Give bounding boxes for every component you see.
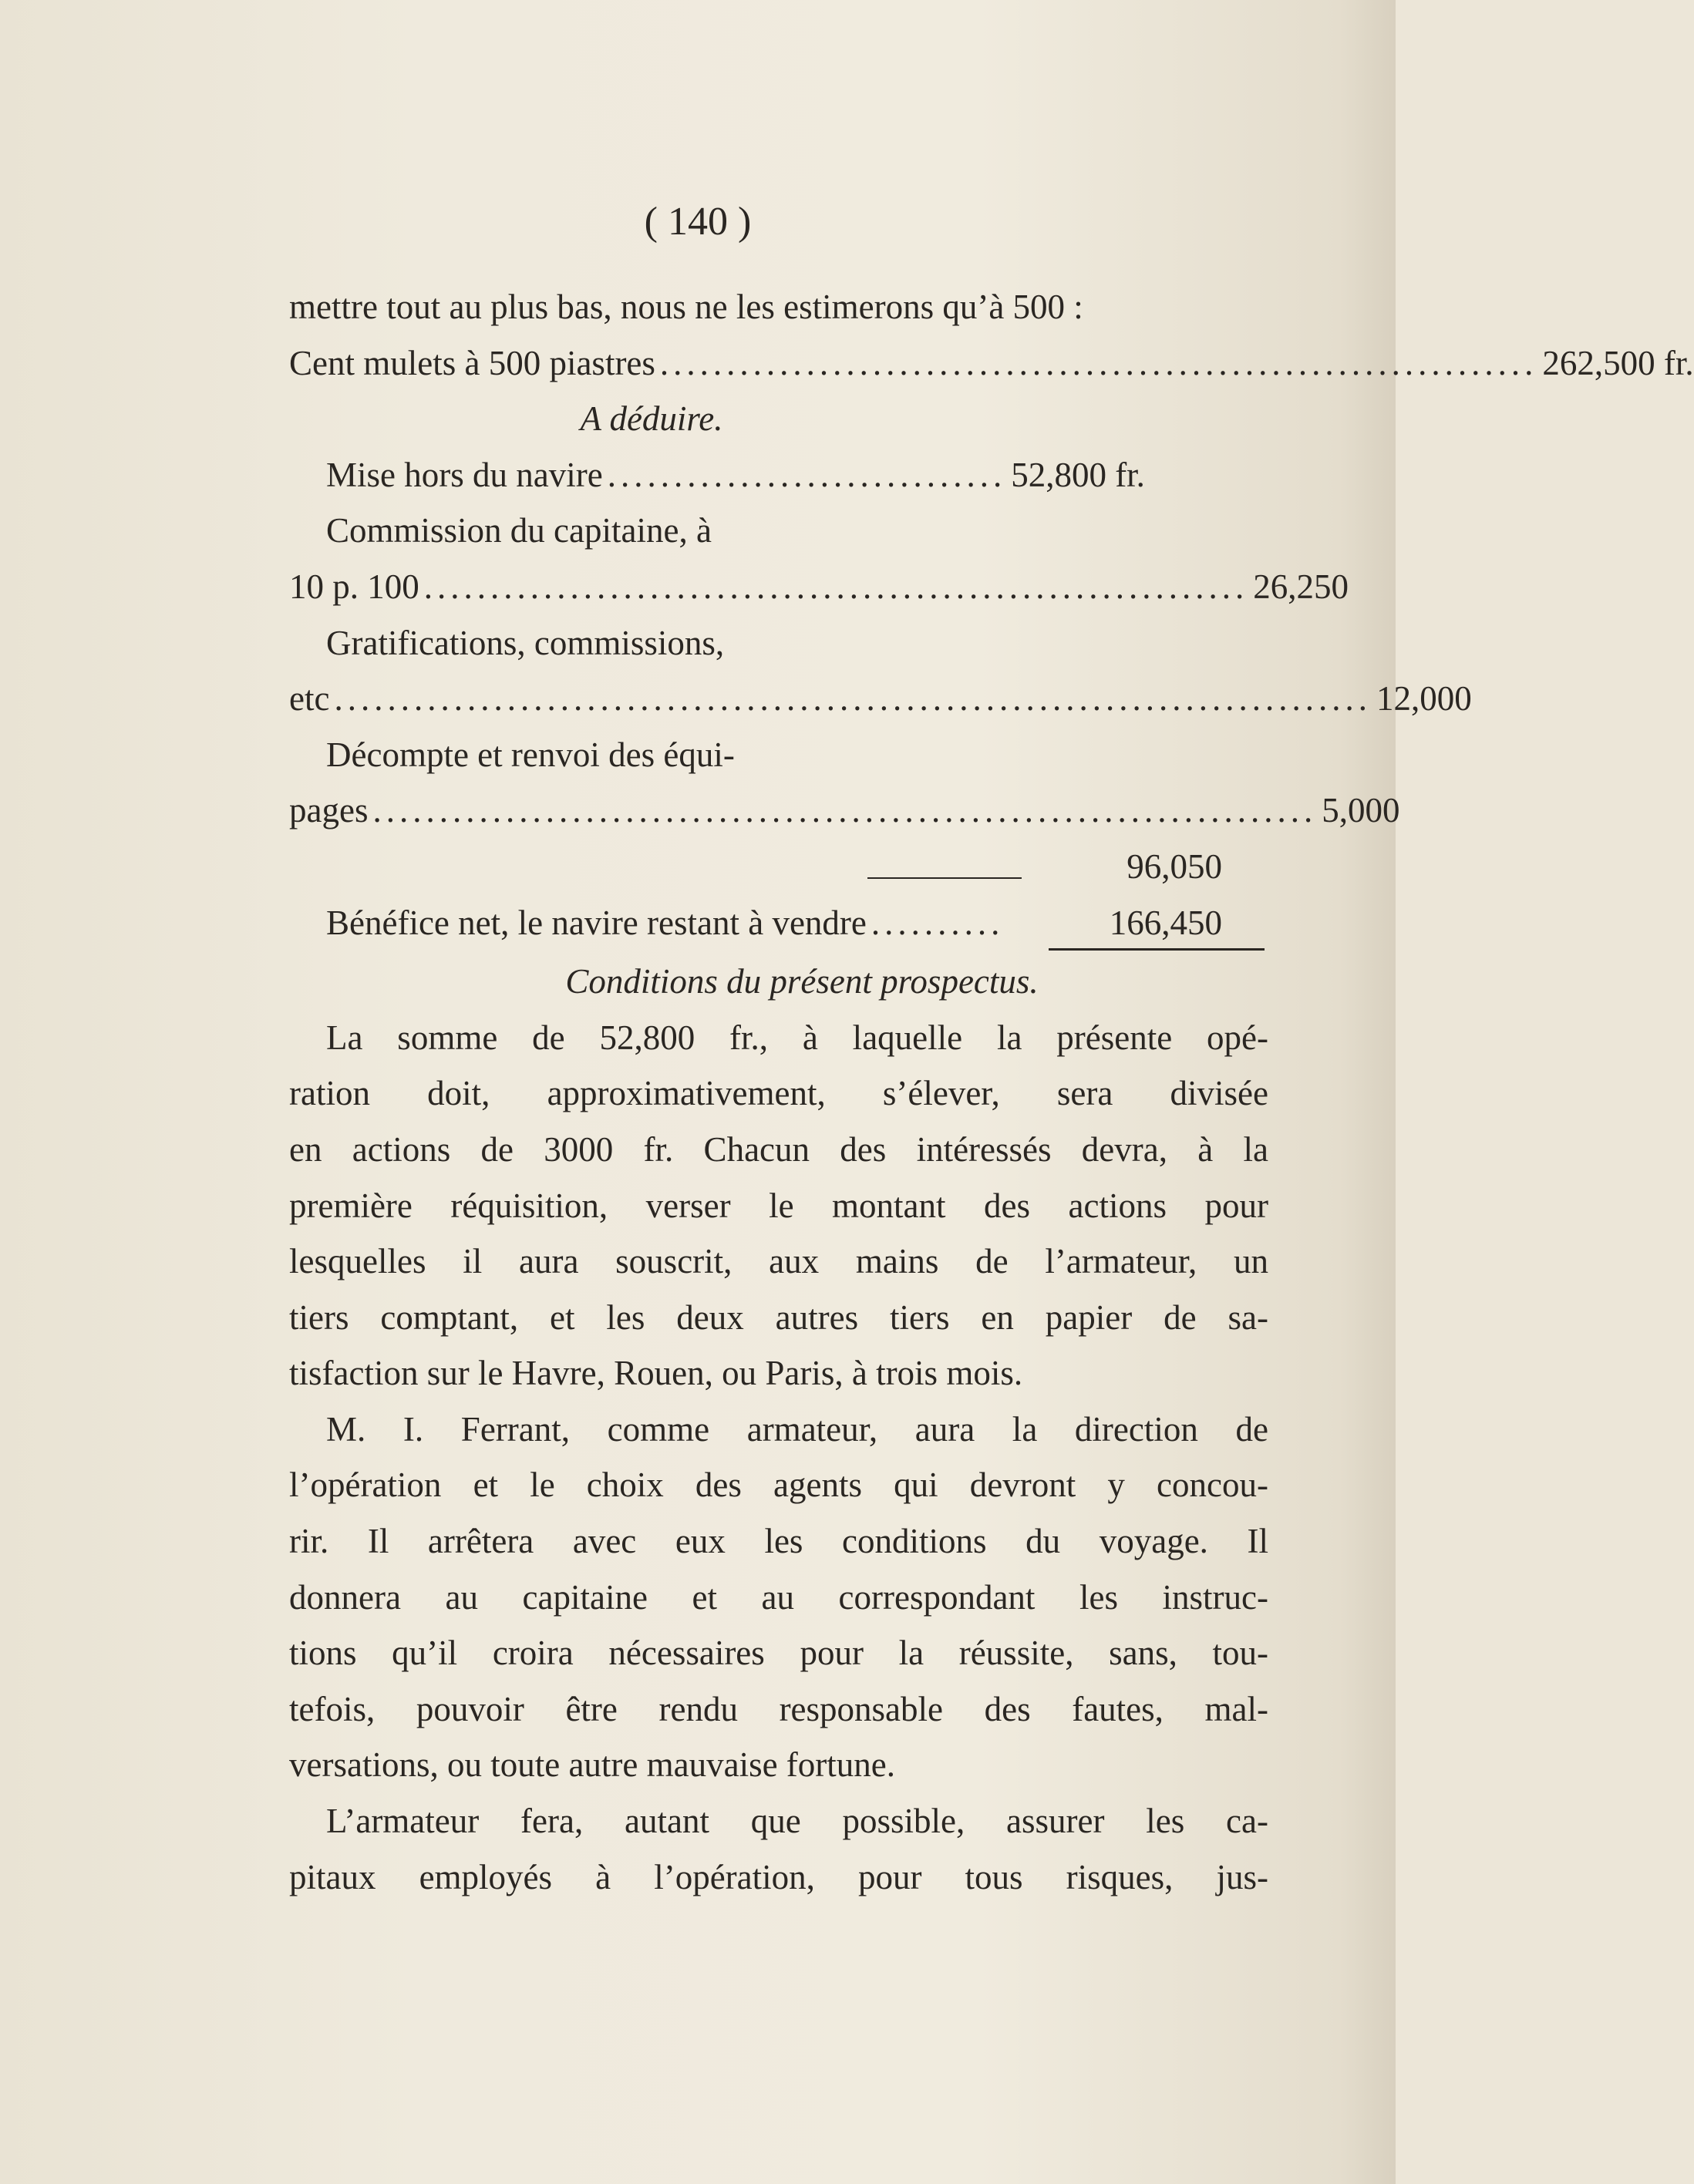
- paragraph-line: l’opération et le choix des agents qui devront y concou-: [289, 1466, 1268, 1505]
- ledger-label: pages: [289, 791, 369, 830]
- ledger-row: [289, 671, 1472, 727]
- paragraph-line: M. I. Ferrant, comme armateur, aura la direction de: [326, 1409, 1268, 1449]
- paragraph-line: versations, ou toute autre mauvaise fortune.: [289, 1745, 896, 1785]
- paragraph-line: lesquelles il aura souscrit, aux mains de l’armateur, un: [289, 1242, 1268, 1281]
- paragraph-line: tiers comptant, et les deux autres tiers en papier de sa-: [289, 1297, 1268, 1337]
- paragraph-line: ration doit, approximativement, s’élever, sera divisée: [289, 1074, 1268, 1113]
- leader-dots: .......................................................................: [372, 791, 1318, 830]
- ledger-row: [289, 447, 1145, 503]
- paragraph-line: rir. Il arrêtera avec eux les conditions du voyage. Il: [289, 1522, 1268, 1561]
- text-line: Décompte et renvoi des équi-: [326, 735, 735, 774]
- ledger-row: [289, 782, 1400, 839]
- paragraph-line: pitaux employés à l’opération, pour tous risques, jus-: [289, 1857, 1268, 1896]
- leader-dots: ..............................................................: [423, 567, 1249, 606]
- ledger-label: etc: [289, 679, 330, 718]
- ledger-label: Mise hors du navire: [326, 455, 603, 494]
- conditions-text: [289, 1010, 1268, 1906]
- paragraph-line: donnera au capitaine et au correspondant les instruc-: [289, 1577, 1268, 1617]
- ledger-amount: 166,450: [1109, 903, 1222, 942]
- paragraph-line: en actions de 3000 fr. Chacun des intéressés devra, à la: [289, 1129, 1268, 1169]
- leader-dots: ..........: [871, 903, 1005, 942]
- ledger-amount: 5,000: [1322, 791, 1400, 830]
- ledger-row-mules: [289, 335, 1694, 392]
- total-rule: [1049, 948, 1265, 951]
- leader-dots: ..............................................................................: [334, 679, 1372, 718]
- deduction-list: [289, 447, 1472, 839]
- ledger-amount: 12,000: [1376, 679, 1472, 718]
- page-number: ( 140 ): [644, 200, 752, 244]
- ledger-row-net: [289, 895, 1268, 951]
- subtotal-rule: [867, 877, 1022, 879]
- deduct-heading: A déduire.: [580, 399, 723, 439]
- paragraph-line: tions qu’il croira nécessaires pour la réussite, sans, tou-: [289, 1634, 1268, 1673]
- ledger-label: 10 p. 100: [289, 567, 419, 606]
- ledger-label: Cent mulets à 500 piastres: [289, 343, 655, 382]
- paragraph-line: L’armateur fera, autant que possible, assurer les ca-: [326, 1802, 1268, 1841]
- text-line: mettre tout au plus bas, nous ne les estimerons qu’à 500 :: [289, 288, 1083, 326]
- paragraph-line: tefois, pouvoir être rendu responsable des fautes, mal-: [289, 1689, 1268, 1728]
- paragraph-line: La somme de 52,800 fr., à laquelle la présente opé-: [326, 1018, 1268, 1057]
- ledger-amount: 52,800 fr.: [1011, 455, 1145, 494]
- text-line: Gratifications, commissions,: [326, 623, 725, 662]
- conditions-heading: Conditions du présent prospectus.: [565, 962, 1039, 1001]
- ledger-label: Bénéfice net, le navire restant à vendre: [326, 903, 867, 942]
- deduction-total: 96,050: [1127, 846, 1222, 886]
- paragraph-line: première réquisition, verser le montant des actions pour: [289, 1186, 1268, 1225]
- paragraph-line: tisfaction sur le Havre, Rouen, ou Paris, à trois mois.: [289, 1354, 1023, 1393]
- ledger-amount: 26,250: [1253, 567, 1349, 606]
- leader-dots: ..................................................................: [659, 343, 1538, 382]
- leader-dots: ..............................: [607, 455, 1007, 494]
- ledger-row: [289, 559, 1349, 615]
- page-body: [289, 279, 1694, 1905]
- ledger-amount: 262,500 fr.: [1542, 343, 1694, 382]
- text-line: Commission du capitaine, à: [326, 511, 712, 550]
